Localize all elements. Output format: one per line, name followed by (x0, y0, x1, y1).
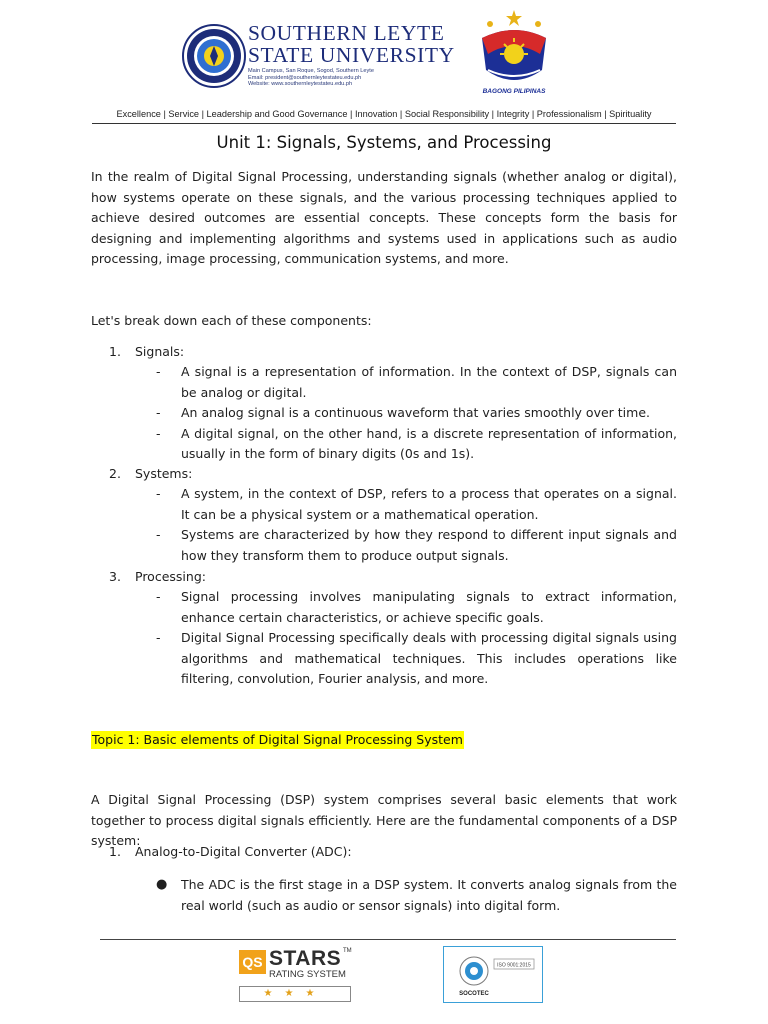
dash-bullet-icon: - (156, 630, 161, 646)
list-item: - An analog signal is a continuous waveform that varies smoothly over time. (156, 403, 677, 424)
core-values: Excellence | Service | Leadership and Good Governance | Innovation | Social Responsibility | Integrity | Professionalism | Spirituality (116, 109, 652, 119)
dsp-intro-paragraph: A Digital Signal Processing (DSP) system comprises several basic elements that work together to process digital signals efficiently. Here are the fundamental components of a DSP system: (91, 792, 677, 849)
qs-mark: QS (239, 950, 266, 974)
document-title: Unit 1: Signals, Systems, and Processing (216, 133, 552, 152)
university-website: Website: www.southernleytestateu.edu.ph (248, 81, 353, 88)
university-seal-icon (182, 24, 246, 88)
section-heading (109, 567, 206, 588)
letterhead (0, 0, 768, 100)
socotec-certification-logo (443, 946, 543, 1003)
header-divider (92, 123, 676, 124)
bullet-list (156, 587, 677, 690)
bagong-pilipinas-label: BAGONG PILIPINAS (482, 88, 546, 95)
dash-bullet-icon: - (156, 425, 161, 441)
iso-label: ISO 9001:2015 (497, 962, 531, 969)
university-identity (248, 22, 468, 88)
university-name-line2: STATE UNIVERSITY (248, 43, 455, 67)
section-title: Systems: (135, 466, 193, 481)
section-number: 1. (109, 844, 121, 859)
dash-bullet-icon: - (156, 364, 161, 379)
intro-paragraph: In the realm of Digital Signal Processing, understanding signals (whether analog or digital), how systems operate on these signals, and the various processing techniques applied to achieve desired outcomes are essential concepts. These concepts form the basis for designing and implementing algorithms and systems used in applications such as audio processing, image processing, communication systems, and more. (91, 169, 677, 267)
section-number: 3. (109, 569, 121, 584)
section-title: Processing: (135, 569, 206, 584)
bagong-pilipinas-logo-icon (474, 8, 554, 98)
section-heading (109, 842, 352, 863)
university-contact (248, 68, 468, 88)
list-item: - Signal processing involves manipulating signals to extract information, enhance certain characteristics, or achieve specific goals. (156, 589, 677, 625)
qs-rating-label: RATING SYSTEM (269, 969, 346, 980)
bullet-list (156, 875, 677, 916)
section-heading (109, 464, 192, 485)
socotec-label: SOCOTEC (459, 991, 489, 997)
socotec-mark-icon (444, 947, 542, 1002)
dash-bullet-icon: - (156, 589, 161, 604)
bullet-list (156, 362, 677, 465)
section-number: 1. (109, 344, 121, 359)
dash-bullet-icon: - (156, 405, 161, 421)
dot-bullet-icon: ● (156, 877, 168, 892)
list-item: ● The ADC is the first stage in a DSP system. It converts analog signals from the real world (such as audio or sensor signals) into digital form. (156, 877, 677, 913)
qs-star-rating: ★★★ (239, 986, 351, 1002)
qs-stars-logo (239, 947, 355, 1003)
university-address: Main Campus, San Roque, Sogod, Southern Leyte (248, 68, 374, 74)
university-name-line1: SOUTHERN LEYTE (248, 21, 445, 45)
university-email: Email: president@southernleytestateu.edu.ph (248, 74, 362, 81)
section-title: Analog-to-Digital Converter (ADC): (135, 844, 352, 859)
breakdown-intro: Let's break down each of these components: (91, 313, 372, 328)
bullet-list (156, 484, 677, 566)
qs-trademark: TM (343, 948, 352, 954)
section-title: Signals: (135, 344, 185, 359)
dash-bullet-icon: - (156, 486, 161, 501)
section-heading (109, 342, 184, 363)
dash-bullet-icon: - (156, 527, 161, 543)
qs-stars-word: STARS (269, 947, 342, 970)
footer-divider (100, 939, 676, 940)
topic-heading: Topic 1: Basic elements of Digital Signal Processing System (92, 732, 463, 747)
list-item: - A signal is a representation of information. In the context of DSP, signals can be analog or digital. (156, 364, 677, 400)
list-item: - A digital signal, on the other hand, is a discrete representation of information, usually in the form of binary digits (0s and 1s). (156, 425, 677, 462)
section-number: 2. (109, 466, 121, 481)
list-item: - Systems are characterized by how they respond to different input signals and how they transform them to produce output signals. (156, 527, 677, 563)
list-item: - A system, in the context of DSP, refers to a process that operates on a signal. It can be a physical system or a mathematical operation. (156, 486, 677, 522)
list-item: - Digital Signal Processing specifically deals with processing digital signals using algorithms and mathematical techniques. This includes operations like filtering, convolution, Fourier analysis, and more. (156, 630, 677, 687)
